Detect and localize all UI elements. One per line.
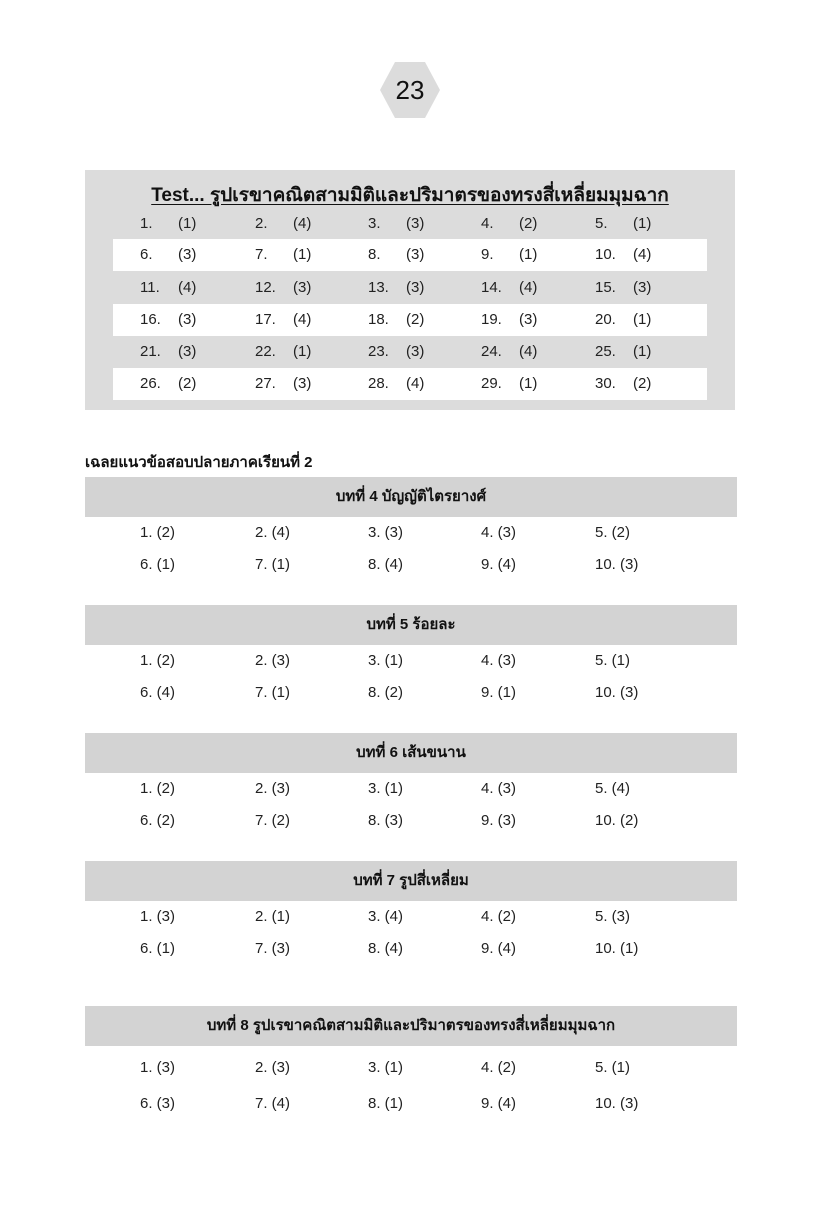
- answer-row: 6. (3) 7. (4) 8. (1) 9. (4) 10. (3): [140, 1095, 639, 1112]
- answer-row: 1. (3) 2. (1) 3. (4) 4. (2) 5. (3): [140, 908, 631, 925]
- section-heading: เฉลยแนวข้อสอบปลายภาคเรียนที่ 2: [85, 454, 313, 471]
- test-row: 26. (2) 27. (3) 28. (4) 29. (1) 30. (2): [113, 368, 707, 400]
- answer-row: 1. (2) 2. (3) 3. (1) 4. (3) 5. (4): [140, 780, 631, 797]
- chapter-block: [85, 861, 737, 965]
- answer-row: 6. (1) 7. (1) 8. (4) 9. (4) 10. (3): [140, 556, 639, 573]
- chapter-title: บทที่ 5 ร้อยละ: [85, 605, 737, 645]
- answer-row: 1. (3) 2. (3) 3. (1) 4. (2) 5. (1): [140, 1059, 631, 1076]
- test-row: 21. (3) 22. (1) 23. (3) 24. (4) 25. (1): [140, 343, 652, 360]
- chapter-block: [85, 605, 737, 709]
- test-row: 11. (4) 12. (3) 13. (3) 14. (4) 15. (3): [140, 279, 652, 296]
- answer-row: 6. (2) 7. (2) 8. (3) 9. (3) 10. (2): [140, 812, 639, 829]
- answer-row: 6. (4) 7. (1) 8. (2) 9. (1) 10. (3): [140, 684, 639, 701]
- chapter-title: บทที่ 8 รูปเรขาคณิตสามมิติและปริมาตรของทรงสี่เหลี่ยมมุมฉาก: [85, 1006, 737, 1046]
- test-answer-box: [85, 170, 735, 410]
- chapter-block: [85, 1006, 737, 1128]
- chapter-title: บทที่ 7 รูปสี่เหลี่ยม: [85, 861, 737, 901]
- answer-row: 6. (1) 7. (3) 8. (4) 9. (4) 10. (1): [140, 940, 639, 957]
- answer-row: 1. (2) 2. (3) 3. (1) 4. (3) 5. (1): [140, 652, 631, 669]
- test-row: 6. (3) 7. (1) 8. (3) 9. (1) 10. (4): [113, 239, 707, 271]
- test-row: 16. (3) 17. (4) 18. (2) 19. (3) 20. (1): [113, 304, 707, 336]
- test-title: Test... รูปเรขาคณิตสามมิติและปริมาตรของทรงสี่เหลี่ยมมุมฉาก: [151, 185, 669, 206]
- chapter-block: [85, 733, 737, 837]
- chapter-title: บทที่ 6 เส้นขนาน: [85, 733, 737, 773]
- answer-row: 1. (2) 2. (4) 3. (3) 4. (3) 5. (2): [140, 524, 631, 541]
- chapter-block: [85, 477, 737, 581]
- page-number-badge: [380, 60, 440, 120]
- page-number: 23: [395, 75, 425, 105]
- test-row: 1. (1) 2. (4) 3. (3) 4. (2) 5. (1): [140, 215, 652, 232]
- chapter-title: บทที่ 4 บัญญัติไตรยางศ์: [85, 477, 737, 517]
